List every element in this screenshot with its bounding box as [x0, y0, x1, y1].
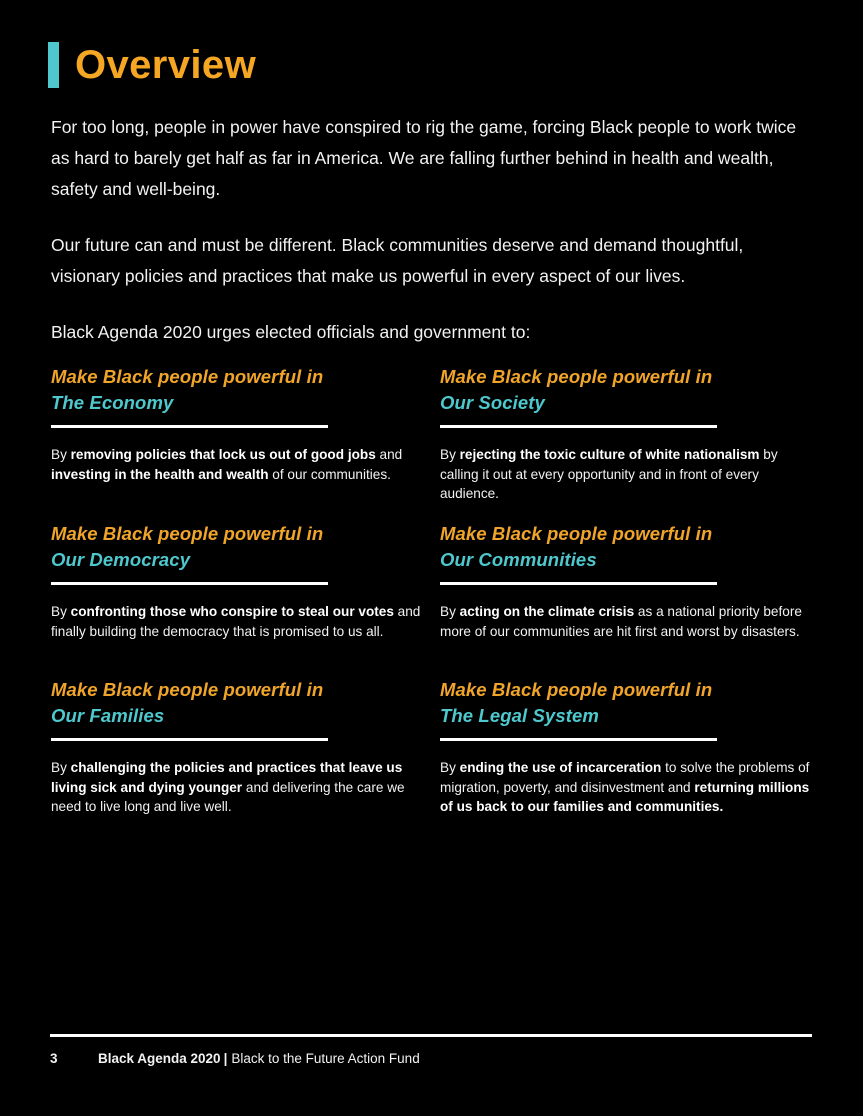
page-title-text: Overview	[75, 43, 257, 87]
footer-divider	[50, 1034, 812, 1037]
card-body: By rejecting the toxic culture of white nationalism by calling it out at every opportunity and in front of every audience.	[440, 447, 778, 501]
card-divider	[440, 582, 717, 585]
card-body: By removing policies that lock us out of good jobs and investing in the health and wealth of our communities.	[51, 447, 403, 482]
card-divider	[440, 425, 717, 428]
priority-card	[51, 521, 440, 677]
card-divider	[51, 582, 328, 585]
card-topic: The Economy	[51, 392, 174, 413]
card-body: By ending the use of incarceration to solve the problems of migration, poverty, and disinvestment and returning millions of us back to our families and communities.	[440, 760, 810, 814]
card-kicker: Make Black people powerful in	[51, 366, 324, 387]
card-body: By challenging the policies and practices that leave us living sick and dying younger and delivering the care we need to live long and live well.	[51, 760, 405, 814]
page-title	[48, 42, 256, 88]
footer	[50, 1051, 420, 1066]
priority-card	[51, 677, 440, 837]
priority-card	[440, 521, 813, 677]
card-topic: Our Society	[440, 392, 545, 413]
footer-organization: Black to the Future Action Fund	[231, 1051, 420, 1066]
footer-brand: Black Agenda 2020	[98, 1051, 221, 1066]
card-topic: Our Communities	[440, 549, 597, 570]
card-kicker: Make Black people powerful in	[440, 523, 713, 544]
card-divider	[440, 738, 717, 741]
page-number: 3	[50, 1051, 58, 1066]
card-kicker: Make Black people powerful in	[440, 366, 713, 387]
card-topic: The Legal System	[440, 705, 599, 726]
footer-separator: |	[223, 1051, 228, 1066]
card-divider	[51, 738, 328, 741]
priority-card-grid	[51, 364, 813, 837]
card-kicker: Make Black people powerful in	[51, 679, 324, 700]
card-body: By acting on the climate crisis as a national priority before more of our communities are hit first and worst by disasters.	[440, 604, 802, 639]
intro-section	[51, 112, 811, 348]
card-body: By confronting those who conspire to steal our votes and finally building the democracy that is promised to us all.	[51, 604, 421, 639]
priority-card	[440, 677, 813, 837]
card-topic: Our Families	[51, 705, 165, 726]
card-divider	[51, 425, 328, 428]
intro-paragraph-3: Black Agenda 2020 urges elected officials and government to:	[51, 322, 531, 342]
priority-card	[51, 364, 440, 521]
card-topic: Our Democracy	[51, 549, 191, 570]
intro-paragraph-1: For too long, people in power have conspired to rig the game, forcing Black people to work twice as hard to barely get half as far in America. We are falling further behind in health and wealth, safety and well-being.	[51, 117, 797, 199]
intro-paragraph-2: Our future can and must be different. Black communities deserve and demand thoughtful, visionary policies and practices that make us powerful in every aspect of our lives.	[51, 235, 744, 286]
card-kicker: Make Black people powerful in	[51, 523, 324, 544]
priority-card	[440, 364, 813, 521]
title-accent-bar	[48, 42, 59, 88]
card-kicker: Make Black people powerful in	[440, 679, 713, 700]
